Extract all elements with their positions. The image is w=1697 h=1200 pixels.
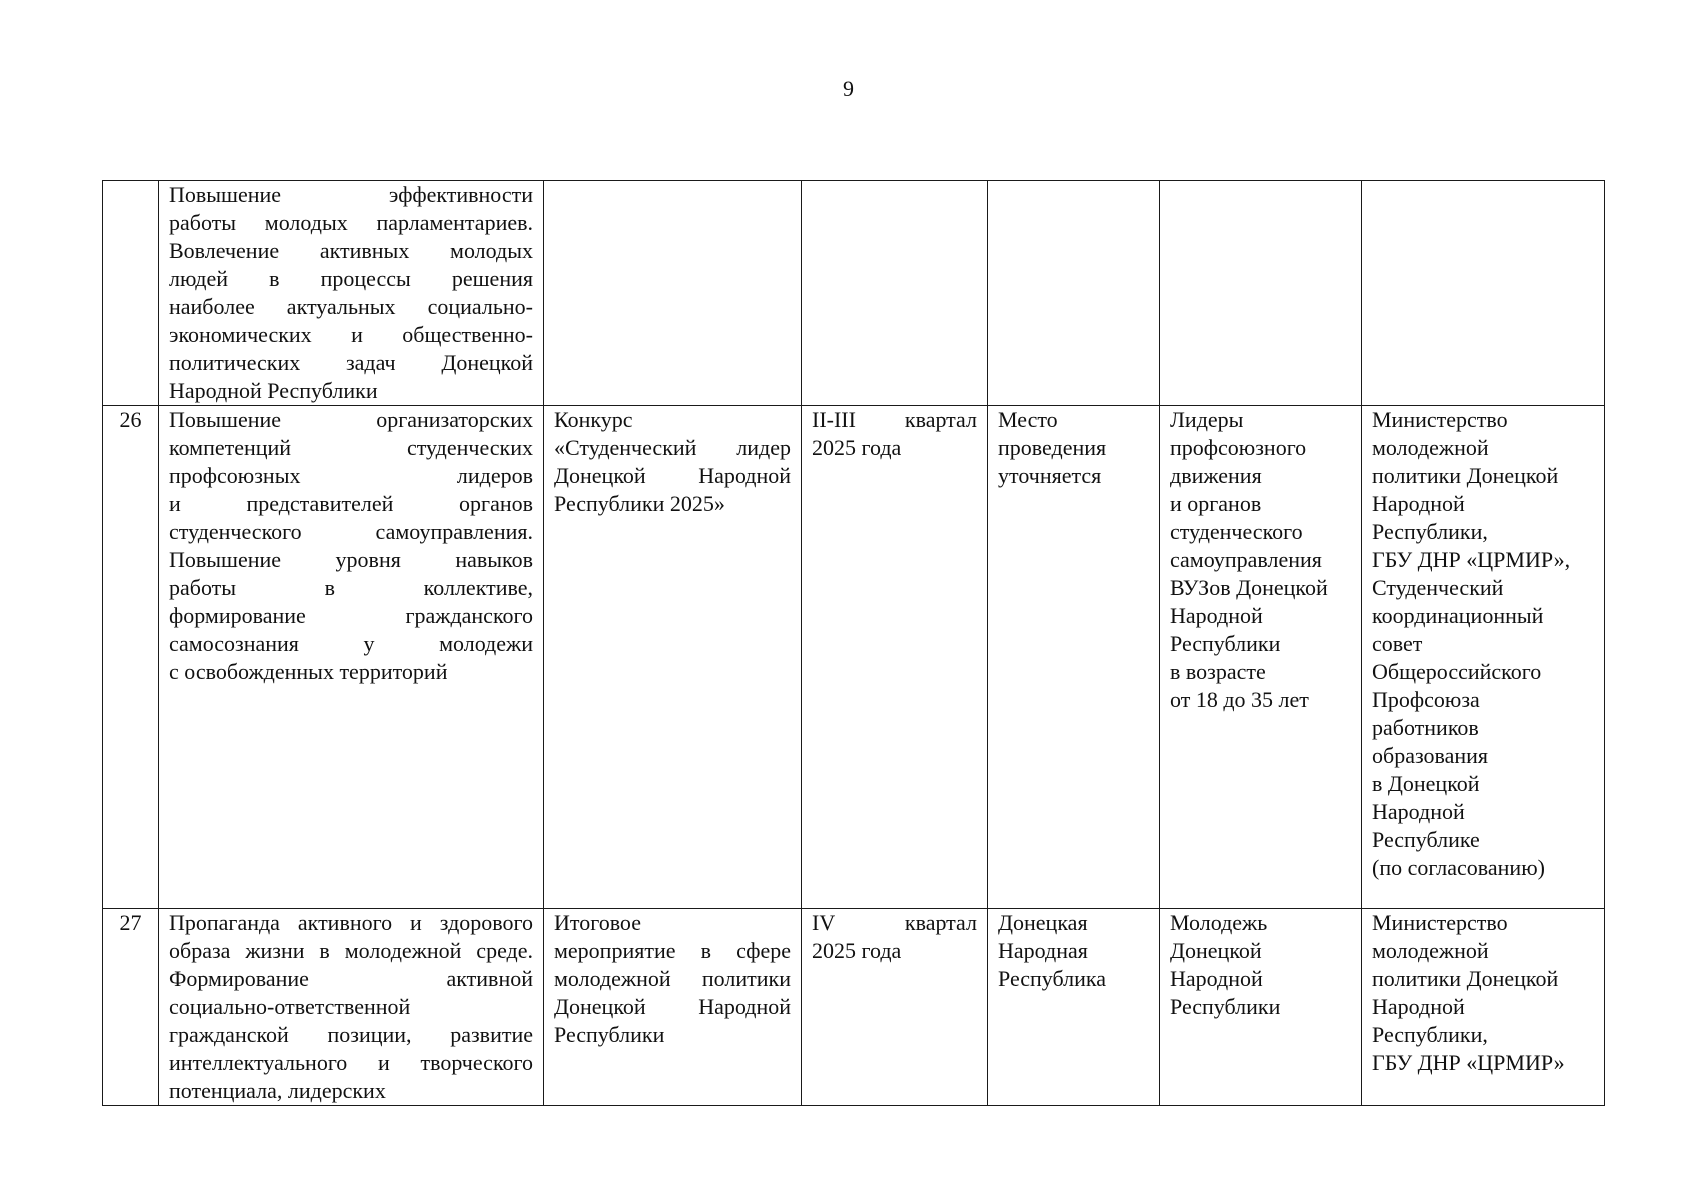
participants-line: Народной [1170, 966, 1263, 991]
place-line: Народная [998, 938, 1088, 963]
responsible-line: политики Донецкой [1372, 966, 1559, 991]
goal-line: людей в процессы решения [169, 266, 533, 291]
responsible-line: (по согласованию) [1372, 855, 1545, 880]
responsible-cell [1362, 181, 1605, 406]
participants-line: Республики [1170, 631, 1281, 656]
responsible-line: ГБУ ДНР «ЦРМИР» [1372, 1050, 1565, 1075]
goal-line: экономических и общественно- [169, 322, 533, 347]
goal-line: и представителей органов [169, 491, 533, 516]
participants-cell [1160, 909, 1362, 1106]
place-line: Место [998, 407, 1058, 432]
responsible-line: политики Донецкой [1372, 463, 1559, 488]
place-line: уточняется [998, 463, 1102, 488]
responsible-line: Профсоюза [1372, 687, 1480, 712]
responsible-line: Общероссийского [1372, 659, 1542, 684]
responsible-line: в Донецкой [1372, 771, 1480, 796]
page-number: 9 [843, 76, 854, 101]
goal-line: профсоюзных лидеров [169, 463, 533, 488]
event-line: «Студенческий лидер [554, 435, 791, 460]
goal-line: социально-ответственной [169, 994, 411, 1019]
participants-cell [1160, 181, 1362, 406]
goal-cell [159, 909, 544, 1106]
responsible-line: молодежной [1372, 938, 1489, 963]
place-line: Донецкая [998, 910, 1088, 935]
goal-cell [159, 181, 544, 406]
event-cell [544, 406, 802, 909]
event-line: Донецкой Народной [554, 463, 791, 488]
table-row [103, 406, 1605, 909]
responsible-line: Народной [1372, 799, 1465, 824]
participants-cell [1160, 406, 1362, 909]
row-number-cell: 26 [103, 406, 159, 909]
event-line: молодежной политики [554, 966, 791, 991]
row-number-cell: 27 [103, 909, 159, 1106]
period-line: II-III квартал [812, 407, 977, 432]
participants-line: Донецкой [1170, 938, 1262, 963]
goal-line: наиболее актуальных социально- [169, 294, 533, 319]
participants-line: Молодежь [1170, 910, 1268, 935]
goal-line: политических задач Донецкой [169, 350, 533, 375]
place-cell [988, 181, 1160, 406]
goal-line: работы в коллективе, [169, 575, 533, 600]
participants-line: движения [1170, 463, 1262, 488]
goal-line: интеллектуального и творческого [169, 1050, 533, 1075]
place-line: проведения [998, 435, 1107, 460]
responsible-line: Народной [1372, 994, 1465, 1019]
participants-line: Народной [1170, 603, 1263, 628]
goal-line: Пропаганда активного и здорового [169, 910, 533, 935]
goal-line: компетенций студенческих [169, 435, 533, 460]
responsible-line: молодежной [1372, 435, 1489, 460]
responsible-line: ГБУ ДНР «ЦРМИР», [1372, 547, 1571, 572]
participants-line: студенческого [1170, 519, 1303, 544]
responsible-line: Республики, [1372, 1022, 1488, 1047]
responsible-line: работников [1372, 715, 1479, 740]
row-number-cell [103, 181, 159, 406]
period-line: 2025 года [812, 435, 902, 460]
responsible-line: Республике [1372, 827, 1480, 852]
period-cell [802, 181, 988, 406]
responsible-line: Министерство [1372, 910, 1508, 935]
participants-line: и органов [1170, 491, 1262, 516]
responsible-line: Студенческий [1372, 575, 1504, 600]
goal-line: Народной Республики [169, 378, 378, 403]
participants-line: Республики [1170, 994, 1281, 1019]
event-line: мероприятие в сфере [554, 938, 791, 963]
responsible-cell [1362, 909, 1605, 1106]
goal-line: с освобожденных территорий [169, 659, 448, 684]
responsible-line: образования [1372, 743, 1489, 768]
event-cell [544, 181, 802, 406]
period-cell [802, 909, 988, 1106]
goal-line: образа жизни в молодежной среде. [169, 938, 533, 963]
participants-line: Лидеры [1170, 407, 1244, 432]
event-line: Республики [554, 1022, 665, 1047]
goal-line: самосознания у молодежи [169, 631, 533, 656]
goal-line: работы молодых парламентариев. [169, 210, 533, 235]
event-line: Донецкой Народной [554, 994, 791, 1019]
events-table [102, 180, 1605, 1106]
place-line: Республика [998, 966, 1107, 991]
participants-line: от 18 до 35 лет [1170, 687, 1309, 712]
goal-line: Формирование активной [169, 966, 533, 991]
participants-line: профсоюзного [1170, 435, 1307, 460]
responsible-cell [1362, 406, 1605, 909]
event-line: Республики 2025» [554, 491, 725, 516]
events-table-body [103, 181, 1605, 1106]
place-cell [988, 406, 1160, 909]
participants-line: в возрасте [1170, 659, 1266, 684]
place-cell [988, 909, 1160, 1106]
goal-line: Повышение эффективности [169, 182, 533, 207]
goal-line: Повышение уровня навыков [169, 547, 533, 572]
goal-line: гражданской позиции, развитие [169, 1022, 533, 1047]
responsible-line: Республики, [1372, 519, 1488, 544]
responsible-line: координационный [1372, 603, 1544, 628]
responsible-line: совет [1372, 631, 1423, 656]
responsible-line: Министерство [1372, 407, 1508, 432]
table-row [103, 181, 1605, 406]
goal-line: Вовлечение активных молодых [169, 238, 533, 263]
goal-line: формирование гражданского [169, 603, 533, 628]
goal-line: потенциала, лидерских [169, 1078, 386, 1103]
period-cell [802, 406, 988, 909]
period-line: IV квартал [812, 910, 977, 935]
participants-line: самоуправления [1170, 547, 1322, 572]
responsible-line: Народной [1372, 491, 1465, 516]
participants-line: ВУЗов Донецкой [1170, 575, 1328, 600]
goal-line: Повышение организаторских [169, 407, 533, 432]
event-cell [544, 909, 802, 1106]
table-row [103, 909, 1605, 1106]
goal-cell [159, 406, 544, 909]
period-line: 2025 года [812, 938, 902, 963]
event-line: Конкурс [554, 407, 633, 432]
event-line: Итоговое [554, 910, 641, 935]
goal-line: студенческого самоуправления. [169, 519, 533, 544]
